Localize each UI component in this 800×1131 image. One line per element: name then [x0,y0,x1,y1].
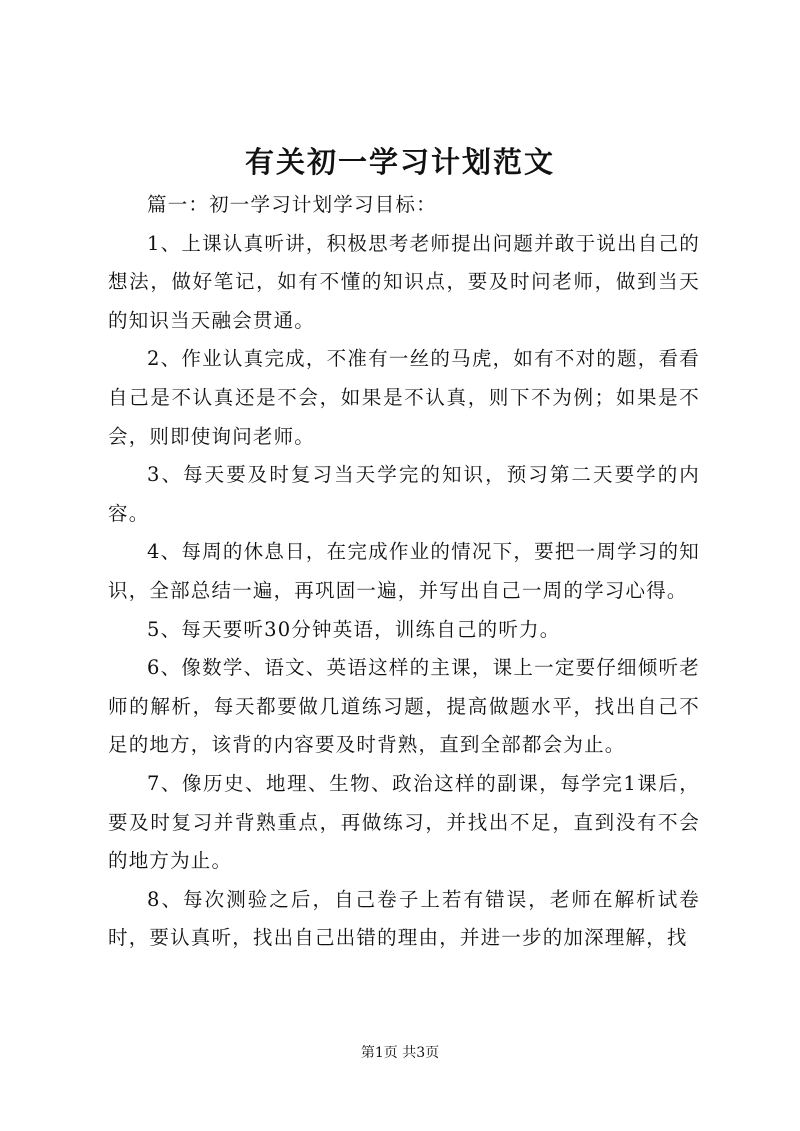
paragraph-item-1: 1、上课认真听讲，积极思考老师提出问题并敢于说出自己的想法，做好笔记，如有不懂的知识点，要及时问老师，做到当天的知识当天融会贯通。 [108,231,700,332]
page-number-footer: 第1页 共3页 [360,1045,440,1061]
paragraph-heading: 篇一：初一学习计划学习目标： [147,193,437,216]
paragraph-item-8: 8、每次测验之后，自己卷子上若有错误，老师在解析试卷时，要认真听，找出自己出错的理由，并进一步的加深理解，找 [108,887,700,950]
document-title: 有关初一学习计划范文 [244,145,555,179]
document-body [108,186,700,958]
paragraph-item-6: 6、像数学、语文、英语这样的主课，课上一定要仔细倾听老师的解析，每天都要做几道练习题，提高做题水平，找出自己不足的地方，该背的内容要及时背熟，直到全部都会为止。 [108,656,700,757]
paragraph-item-4: 4、每周的休息日，在完成作业的情况下，要把一周学习的知识，全部总结一遍，再巩固一遍，并写出自己一周的学习心得。 [108,540,700,602]
paragraph-item-3: 3、每天要及时复习当天学完的知识，预习第二天要学的内容。 [108,463,700,525]
paragraph-item-5: 5、每天要听30分钟英语，训练自己的听力。 [147,617,561,641]
paragraph-item-7: 7、像历史、地理、生物、政治这样的副课，每学完1课后，要及时复习并背熟重点，再做练习，并找出不足，直到没有不会的地方为止。 [108,771,700,873]
paragraph-item-2: 2、作业认真完成，不准有一丝的马虎，如有不对的题，看看自己是不认真还是不会，如果是不认真，则下不为例；如果是不会，则即使询问老师。 [108,347,700,448]
